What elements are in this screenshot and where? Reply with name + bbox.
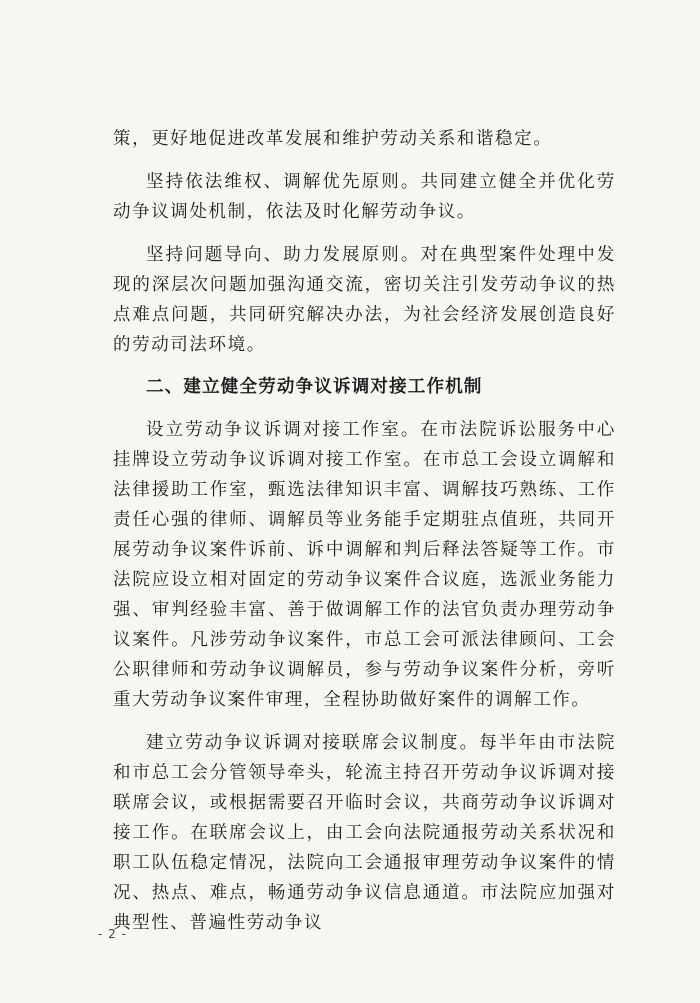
section-paragraph-2: 建立劳动争议诉调对接联席会议制度。每半年由市法院和市总工会分管领导牵头，轮流主持召开劳动争议诉调对接联席会议，或根据需要召开临时会议，共商劳动争议诉调对接工作。在联席会议上，由工会向法院通报劳动关系状况和职工队伍稳定情况，法院向工会通报审理劳动争议案件的情况、热点、难点，畅通劳动争议信息通道。市法院应加强对典型性、普遍性劳动争议: [113, 733, 616, 933]
body-paragraph-2: 坚持依法维权、调解优先原则。共同建立健全并优化劳动争议调处机制，依法及时化解劳动争议。: [113, 172, 616, 222]
page-number: - 2 -: [98, 927, 127, 941]
section-heading: 二、建立健全劳动争议诉调对接工作机制: [146, 377, 483, 397]
body-paragraph-3: 坚持问题导向、助力发展原则。对在典型案件处理中发现的深层次问题加强沟通交流，密切关注引发劳动争议的热点难点问题，共同研究解决办法，为社会经济发展创造良好的劳动司法环境。: [113, 245, 616, 355]
section-paragraph-1: 设立劳动争议诉调对接工作室。在市法院诉讼服务中心挂牌设立劳动争议诉调对接工作室。在市总工会设立调解和法律援助工作室，甄选法律知识丰富、调解技巧熟练、工作责任心强的律师、调解员等业务能手定期驻点值班，共同开展劳动争议案件诉前、诉中调解和判后释法答疑等工作。市法院应设立相对固定的劳动争议案件合议庭，选派业务能力强、审判经验丰富、善于做调解工作的法官负责办理劳动争议案件。凡涉劳动争议案件，市总工会可派法律顾问、工会公职律师和劳动争议调解员，参与劳动争议案件分析，旁听重大劳动争议案件审理，全程协助做好案件的调解工作。: [113, 420, 616, 710]
body-paragraph-1: 策，更好地促进改革发展和维护劳动关系和谐稳定。: [113, 129, 553, 149]
